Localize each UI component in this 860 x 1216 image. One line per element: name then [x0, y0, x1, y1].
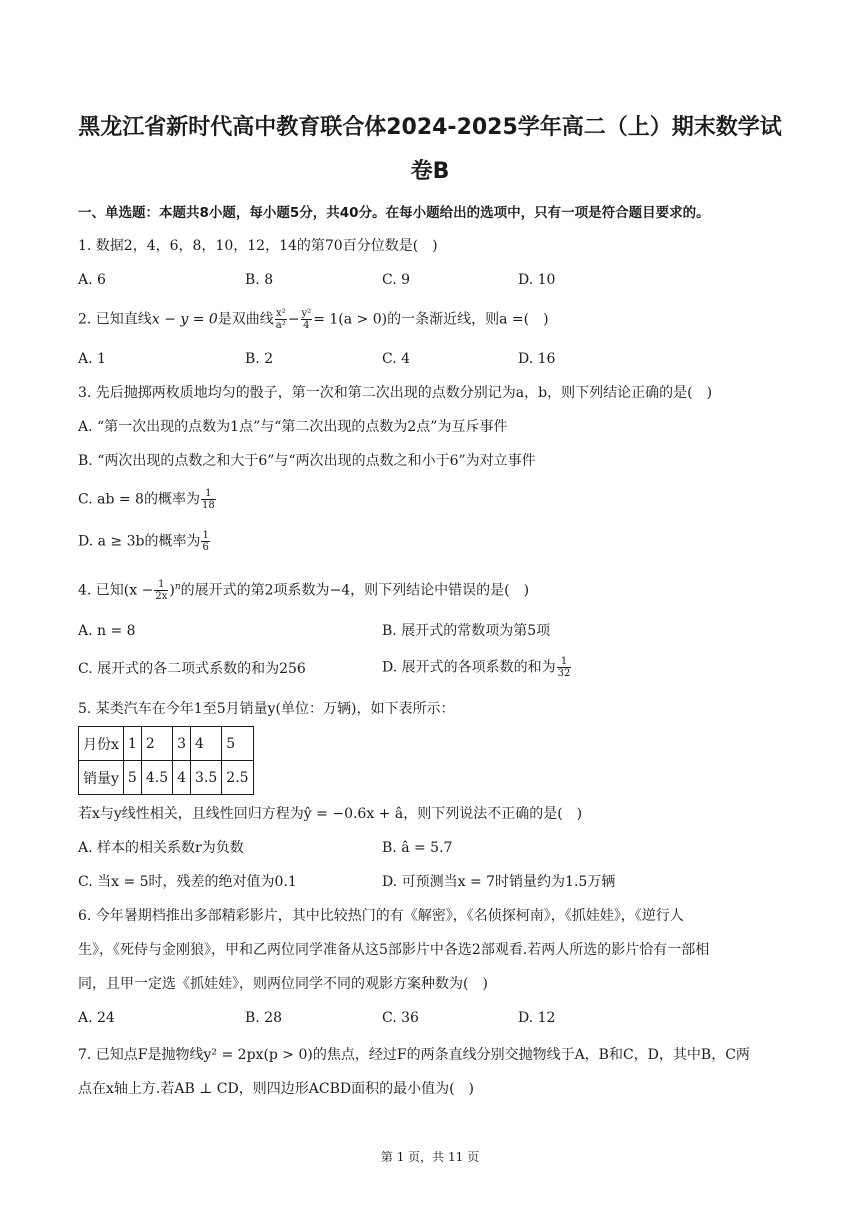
- page-title-line2: 卷B: [410, 159, 450, 184]
- question-7-line1: 7. 已知点F是抛物线y² = 2px(p > 0)的焦点，经过F的两条直线分别交抛物线于A，B和C，D，其中B，C两: [78, 1047, 750, 1063]
- table-cell: 5: [222, 727, 253, 761]
- question-6-line1: 6. 今年暑期档推出多部精彩影片，其中比较热门的有《解密》，《名侦探柯南》，《抓娃娃》，《逆行人: [78, 908, 684, 924]
- table-cell: 2.5: [222, 761, 253, 795]
- question-1-option-a: A. 6: [78, 272, 106, 288]
- table-cell: 3: [173, 727, 191, 761]
- question-4-option-b: B. 展开式的常数项为第5项: [382, 623, 551, 639]
- q3-optd-den: 6: [202, 542, 209, 553]
- table-cell: 2: [141, 727, 172, 761]
- table-row: [79, 727, 254, 761]
- question-6-line3: 同，且甲一定选《抓娃娃》，则两位同学不同的观影方案种数为( ): [78, 976, 488, 992]
- q2-text-d: = 1(a > 0)的一条渐近线，则a =( ): [313, 311, 549, 328]
- sales-table: [78, 726, 254, 795]
- table-cell: 5: [123, 761, 141, 795]
- q4-text-a: 4. 已知(x −: [78, 582, 154, 599]
- question-6-option-c: C. 36: [382, 1010, 419, 1026]
- question-6-option-b: B. 28: [245, 1010, 283, 1026]
- q2-text-c: 是双曲线: [217, 311, 274, 328]
- q2-minus: −: [287, 311, 300, 328]
- question-3-stem: 3. 先后抛掷两枚质地均匀的骰子，第一次和第二次出现的点数分别记为a，b，则下列结论正确的是( ): [78, 385, 713, 401]
- page-footer: 第 1 页，共 11 页: [380, 1150, 480, 1164]
- question-2-option-c: C. 4: [382, 351, 411, 367]
- q3-optd-text: D. a ≥ 3b的概率为: [78, 533, 201, 550]
- question-5-option-c: C. 当x = 5时，残差的绝对值为0.1: [78, 874, 297, 890]
- q4-frac-num: 1: [154, 579, 168, 591]
- question-6-line2: 生》，《死侍与金刚狼》，甲和乙两位同学准备从这5部影片中各选2部观看.若两人所选的影片恰有一部相: [78, 942, 710, 958]
- question-5-option-b: B. â = 5.7: [382, 840, 453, 856]
- q4-text-c: 的展开式的第2项系数为−4，则下列结论中错误的是( ): [180, 582, 530, 599]
- table-cell: 销量y: [79, 761, 124, 795]
- question-3-option-b: B. “两次出现的点数之和大于6”与“两次出现的点数之和小于6”为对立事件: [78, 453, 536, 469]
- question-5-option-a: A. 样本的相关系数r为负数: [78, 840, 244, 856]
- q2-frac2-den: 4: [303, 320, 310, 331]
- section-heading: 一、单选题：本题共8小题，每小题5分，共40分。在每小题给出的选项中，只有一项是符合题目要求的。: [78, 205, 710, 221]
- question-1-option-c: C. 9: [382, 272, 411, 288]
- question-5-option-d: D. 可预测当x = 7时销量约为1.5万辆: [382, 874, 616, 890]
- q4-optd-num: 1: [557, 656, 572, 668]
- table-cell: 3.5: [191, 761, 222, 795]
- table-cell: 1: [123, 727, 141, 761]
- question-6-option-a: A. 24: [78, 1010, 115, 1026]
- q3-optd-num: 1: [202, 530, 209, 541]
- q2-frac1-num: x²: [275, 308, 286, 319]
- question-5-stem: 5. 某类汽车在今年1至5月销量y(单位：万辆)，如下表所示：: [78, 701, 455, 717]
- q2-fraction-x: [275, 308, 287, 331]
- question-2-stem: [78, 308, 549, 331]
- q2-line-eq: x − y = 0: [151, 311, 218, 328]
- q2-frac1-den: a²: [275, 320, 286, 331]
- q2-text-a: 2. 已知直线: [78, 311, 152, 328]
- table-row: [79, 761, 254, 795]
- table-cell: 4: [173, 761, 191, 795]
- q4-optd-den: 32: [557, 668, 571, 679]
- q4-optd-text: D. 展开式的各项系数的和为: [382, 659, 556, 676]
- q4-text-b: ): [169, 582, 175, 599]
- q3-optc-den: 18: [201, 500, 215, 511]
- q2-frac2-num: y²: [301, 308, 312, 319]
- question-4-stem: [78, 578, 529, 602]
- q3-optc-num: 1: [201, 488, 216, 500]
- q4-exponent: n: [174, 582, 181, 592]
- question-6-option-d: D. 12: [518, 1010, 556, 1026]
- question-2-option-a: A. 1: [78, 351, 106, 367]
- page-title-line1: 黑龙江省新时代高中教育联合体2024-2025学年高二（上）期末数学试: [78, 115, 782, 140]
- question-2-option-d: D. 16: [518, 351, 556, 367]
- question-4-option-d: [382, 656, 572, 679]
- question-3-option-a: A. “第一次出现的点数为1点”与“第二次出现的点数为2点”为互斥事件: [78, 419, 508, 435]
- question-7-line2: 点在x轴上方.若AB ⊥ CD，则四边形ACBD面积的最小值为( ): [78, 1081, 475, 1097]
- q3-optc-fraction: [201, 488, 216, 511]
- question-1-option-d: D. 10: [518, 272, 556, 288]
- question-1-stem: 1. 数据2，4，6，8，10，12，14的第70百分位数是( ): [78, 238, 438, 254]
- q3-optc-text: C. ab = 8的概率为: [78, 491, 200, 508]
- question-4-option-c: C. 展开式的各二项式系数的和为256: [78, 661, 306, 677]
- table-cell: 4.5: [141, 761, 172, 795]
- q4-optd-fraction: [557, 656, 572, 679]
- table-cell: 4: [191, 727, 222, 761]
- question-5-stem2: 若x与y线性相关，且线性回归方程为ŷ = −0.6x + â，则下列说法不正确的是( ): [78, 806, 583, 822]
- question-3-option-d: [78, 530, 211, 553]
- question-3-option-c: [78, 488, 217, 511]
- q4-frac-den: 2x: [155, 591, 168, 603]
- question-2-option-b: B. 2: [245, 351, 274, 367]
- question-1-option-b: B. 8: [245, 272, 274, 288]
- q4-fraction: [154, 579, 168, 602]
- table-cell: 月份x: [79, 727, 124, 761]
- question-4-option-a: A. n = 8: [78, 623, 136, 639]
- q3-optd-fraction: [201, 530, 209, 553]
- q2-fraction-y: [301, 308, 313, 331]
